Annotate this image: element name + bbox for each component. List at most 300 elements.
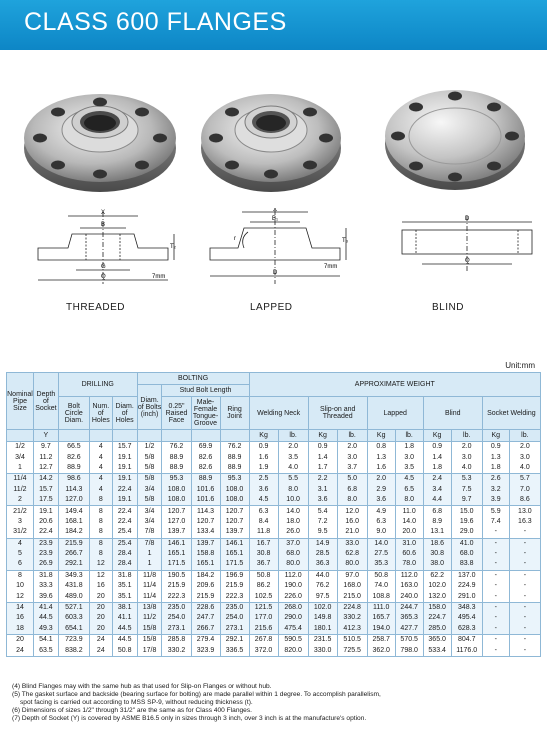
table-cell: 4.4 bbox=[423, 495, 451, 506]
table-cell: 292.1 bbox=[58, 559, 89, 570]
table-row bbox=[7, 645, 541, 656]
table-cell: - bbox=[509, 527, 540, 538]
table-cell: 114.3 bbox=[58, 485, 89, 495]
table-cell: 62.8 bbox=[337, 549, 367, 559]
table-cell: 0.9 bbox=[308, 442, 337, 453]
table-cell: 240.0 bbox=[395, 591, 423, 602]
table-cell: 7.0 bbox=[509, 485, 540, 495]
table-cell: 120.7 bbox=[191, 517, 220, 527]
table-row bbox=[7, 538, 541, 549]
table-cell: 1.4 bbox=[423, 452, 451, 462]
table-cell: 35.1 bbox=[112, 581, 137, 591]
table-row bbox=[7, 442, 541, 453]
table-cell: 12 bbox=[89, 559, 112, 570]
header-blank bbox=[137, 430, 162, 442]
table-cell: 7.2 bbox=[308, 517, 337, 527]
table-cell: 28.5 bbox=[308, 549, 337, 559]
table-cell: 120.7 bbox=[220, 506, 249, 517]
header-approx-weight: APPROXIMATE WEIGHT bbox=[249, 373, 540, 397]
table-cell: 95.3 bbox=[162, 474, 191, 485]
table-cell: 171.5 bbox=[162, 559, 191, 570]
table-row bbox=[7, 624, 541, 635]
table-cell: 11/4 bbox=[137, 591, 162, 602]
header-kg: Kg bbox=[249, 430, 278, 442]
table-cell: 15/8 bbox=[137, 635, 162, 646]
table-cell: 41.0 bbox=[451, 538, 482, 549]
header-drilling: DRILLING bbox=[58, 373, 137, 397]
title-banner bbox=[0, 0, 547, 50]
table-cell: 184.2 bbox=[191, 570, 220, 581]
dim-x: X bbox=[101, 210, 106, 216]
lapped-section-drawing bbox=[200, 208, 350, 288]
table-cell: 3.7 bbox=[337, 463, 367, 474]
table-cell: 11/8 bbox=[137, 570, 162, 581]
table-cell: 28.4 bbox=[112, 559, 137, 570]
table-cell: 15.7 bbox=[112, 442, 137, 453]
table-cell: 431.8 bbox=[58, 581, 89, 591]
table-cell: 29.0 bbox=[451, 527, 482, 538]
table-cell: - bbox=[509, 570, 540, 581]
table-cell: 22.4 bbox=[112, 485, 137, 495]
table-cell: - bbox=[482, 549, 509, 559]
table-cell: 330.2 bbox=[162, 645, 191, 656]
table-cell: 5.0 bbox=[337, 474, 367, 485]
table-cell: 2.2 bbox=[308, 474, 337, 485]
table-cell: 171.5 bbox=[220, 559, 249, 570]
table-cell: 6 bbox=[7, 559, 34, 570]
table-cell: 78.0 bbox=[395, 559, 423, 570]
dim-r: r bbox=[234, 236, 236, 242]
table-cell: 292.1 bbox=[220, 635, 249, 646]
footnote: (6) Dimensions of sizes 1/2" through 31/2" are the same as for Class 400 Flanges. bbox=[12, 707, 252, 714]
table-cell: 177.0 bbox=[249, 613, 278, 623]
table-cell: 68.0 bbox=[278, 549, 308, 559]
table-cell: 1 bbox=[137, 549, 162, 559]
header-bolting: BOLTING bbox=[137, 373, 249, 385]
table-cell: 603.3 bbox=[58, 613, 89, 623]
table-cell: - bbox=[482, 527, 509, 538]
table-cell: 62.2 bbox=[423, 570, 451, 581]
table-cell: 4 bbox=[89, 442, 112, 453]
table-cell: 1176.0 bbox=[451, 645, 482, 656]
dim-7mm: 7mm bbox=[152, 274, 166, 280]
table-cell: 88.9 bbox=[162, 452, 191, 462]
table-cell: 412.3 bbox=[337, 624, 367, 635]
table-cell: 36.3 bbox=[308, 559, 337, 570]
unit-label: Unit:mm bbox=[505, 361, 535, 370]
table-cell: 224.8 bbox=[337, 602, 367, 613]
table-cell: 97.5 bbox=[308, 591, 337, 602]
table-cell: 19.1 bbox=[112, 463, 137, 474]
table-cell: 8.0 bbox=[278, 485, 308, 495]
table-cell: 6.8 bbox=[423, 506, 451, 517]
header-male-female: Male-Female Tongue-Groove bbox=[191, 397, 220, 430]
table-cell: 3.0 bbox=[337, 452, 367, 462]
header-lb: lb. bbox=[509, 430, 540, 442]
table-cell: 5 bbox=[7, 549, 34, 559]
table-cell: 10.0 bbox=[278, 495, 308, 506]
table-row bbox=[7, 527, 541, 538]
table-cell: 3.0 bbox=[509, 452, 540, 462]
table-cell: 120.7 bbox=[162, 506, 191, 517]
table-cell: 2.9 bbox=[367, 485, 395, 495]
header-blank bbox=[162, 430, 191, 442]
table-cell: 20.0 bbox=[395, 527, 423, 538]
table-cell: 14.0 bbox=[278, 506, 308, 517]
table-cell: - bbox=[482, 635, 509, 646]
table-row bbox=[7, 506, 541, 517]
table-cell: 20 bbox=[89, 613, 112, 623]
blind-flange-photo bbox=[380, 70, 530, 200]
table-cell: 254.0 bbox=[220, 613, 249, 623]
lapped-flange-photo bbox=[196, 70, 346, 200]
table-cell: 22.4 bbox=[33, 527, 58, 538]
table-cell: 226.0 bbox=[278, 591, 308, 602]
header-stud-length: Stud Bolt Length bbox=[162, 385, 249, 397]
table-cell: 4 bbox=[89, 474, 112, 485]
dim-x: X bbox=[273, 208, 278, 213]
table-cell: 190.0 bbox=[278, 581, 308, 591]
table-cell: 330.2 bbox=[337, 613, 367, 623]
table-cell: 38.1 bbox=[112, 602, 137, 613]
table-cell: 0.9 bbox=[423, 442, 451, 453]
table-cell: 215.6 bbox=[249, 624, 278, 635]
table-cell: 3.6 bbox=[249, 485, 278, 495]
table-cell: 17.5 bbox=[33, 495, 58, 506]
header-lb: lb. bbox=[395, 430, 423, 442]
table-cell: 222.3 bbox=[162, 591, 191, 602]
footnote: (4) Blind Flanges may with the same hub as that used for Slip-on Flanges or without hub. bbox=[12, 683, 272, 690]
table-cell: 184.2 bbox=[58, 527, 89, 538]
table-cell: 215.9 bbox=[58, 538, 89, 549]
threaded-flange-photo bbox=[20, 70, 180, 200]
table-cell: 285.8 bbox=[162, 635, 191, 646]
header-kg: Kg bbox=[423, 430, 451, 442]
table-cell: 273.1 bbox=[220, 624, 249, 635]
table-cell: 102.0 bbox=[308, 602, 337, 613]
table-cell: 349.3 bbox=[58, 570, 89, 581]
table-cell: - bbox=[509, 591, 540, 602]
table-cell: 49.3 bbox=[33, 624, 58, 635]
table-cell: 44.5 bbox=[112, 635, 137, 646]
table-cell: - bbox=[482, 645, 509, 656]
dim-7mm: 7mm bbox=[324, 264, 338, 270]
table-cell: 15.0 bbox=[451, 506, 482, 517]
table-cell: - bbox=[509, 538, 540, 549]
table-cell: 13.0 bbox=[509, 506, 540, 517]
table-cell: 12.7 bbox=[33, 463, 58, 474]
table-body bbox=[7, 442, 541, 657]
table-cell: 88.9 bbox=[220, 463, 249, 474]
table-cell: 41.1 bbox=[112, 613, 137, 623]
table-cell: - bbox=[482, 570, 509, 581]
table-cell: 798.0 bbox=[395, 645, 423, 656]
table-row bbox=[7, 635, 541, 646]
table-cell: 8.4 bbox=[249, 517, 278, 527]
header-blank bbox=[89, 430, 112, 442]
table-cell: 6.3 bbox=[249, 506, 278, 517]
table-cell: 3.9 bbox=[482, 495, 509, 506]
table-cell: - bbox=[482, 538, 509, 549]
table-cell: 20.6 bbox=[33, 517, 58, 527]
footnote: (7) Depth of Socket (Y) is covered by ASME B16.5 only in sizes through 3 inch, over 3 inch is at the manufacture's option. bbox=[12, 715, 367, 722]
table-cell: 0.8 bbox=[367, 442, 395, 453]
table-cell: 139.7 bbox=[191, 538, 220, 549]
table-cell: 21.0 bbox=[337, 527, 367, 538]
table-cell: 5/8 bbox=[137, 452, 162, 462]
table-cell: - bbox=[482, 591, 509, 602]
table-cell: 23.9 bbox=[33, 549, 58, 559]
table-cell: 266.7 bbox=[58, 549, 89, 559]
table-cell: 60.6 bbox=[395, 549, 423, 559]
header-blank bbox=[112, 430, 137, 442]
table-cell: - bbox=[509, 581, 540, 591]
table-cell: 5/8 bbox=[137, 495, 162, 506]
table-cell: 527.1 bbox=[58, 602, 89, 613]
table-cell: - bbox=[482, 624, 509, 635]
table-cell: 83.8 bbox=[451, 559, 482, 570]
table-cell: 26.9 bbox=[33, 559, 58, 570]
table-cell: 5/8 bbox=[137, 474, 162, 485]
table-cell: - bbox=[509, 645, 540, 656]
table-cell: 12.0 bbox=[337, 506, 367, 517]
table-cell: 489.0 bbox=[58, 591, 89, 602]
table-cell: 838.2 bbox=[58, 645, 89, 656]
table-cell: 38.0 bbox=[423, 559, 451, 570]
table-cell: 268.0 bbox=[278, 602, 308, 613]
table-cell: - bbox=[509, 613, 540, 623]
table-row bbox=[7, 452, 541, 462]
table-cell: 120.7 bbox=[220, 517, 249, 527]
table-cell: 3.4 bbox=[423, 485, 451, 495]
table-cell: 22.4 bbox=[112, 517, 137, 527]
table-cell: 723.9 bbox=[58, 635, 89, 646]
header-socket: Socket Welding bbox=[482, 397, 540, 430]
table-cell: 1.7 bbox=[308, 463, 337, 474]
table-cell: 25.4 bbox=[112, 538, 137, 549]
table-cell: 114.3 bbox=[191, 506, 220, 517]
table-cell: 365.3 bbox=[395, 613, 423, 623]
table-cell: 0.9 bbox=[249, 442, 278, 453]
table-cell: 4.5 bbox=[395, 474, 423, 485]
table-cell: 725.5 bbox=[337, 645, 367, 656]
table-cell: 8 bbox=[89, 538, 112, 549]
table-cell: - bbox=[482, 602, 509, 613]
header-blank bbox=[58, 430, 89, 442]
table-cell: 820.0 bbox=[278, 645, 308, 656]
table-cell: 158.0 bbox=[423, 602, 451, 613]
table-cell: 80.0 bbox=[278, 559, 308, 570]
table-cell: 146.1 bbox=[162, 538, 191, 549]
table-row bbox=[7, 549, 541, 559]
table-cell: 98.6 bbox=[58, 474, 89, 485]
table-cell: 108.0 bbox=[162, 485, 191, 495]
table-cell: 132.0 bbox=[423, 591, 451, 602]
table-cell: 16 bbox=[7, 613, 34, 623]
table-cell: 35.3 bbox=[367, 559, 395, 570]
table-cell: 26.0 bbox=[278, 527, 308, 538]
flange-photos bbox=[0, 70, 547, 210]
table-cell: 290.0 bbox=[278, 613, 308, 623]
table-cell: 16.3 bbox=[509, 517, 540, 527]
table-cell: 30.8 bbox=[423, 549, 451, 559]
table-cell: 209.6 bbox=[191, 581, 220, 591]
table-cell: 6.3 bbox=[367, 517, 395, 527]
table-cell: 2.0 bbox=[367, 474, 395, 485]
table-cell: - bbox=[509, 602, 540, 613]
table-cell: - bbox=[509, 624, 540, 635]
table-cell: 14.0 bbox=[395, 517, 423, 527]
table-cell: 1.4 bbox=[308, 452, 337, 462]
table-row bbox=[7, 570, 541, 581]
table-cell: 14.0 bbox=[367, 538, 395, 549]
table-cell: 11.8 bbox=[249, 527, 278, 538]
table-cell: 1 bbox=[7, 463, 34, 474]
table-cell: 24 bbox=[89, 635, 112, 646]
table-cell: 3.1 bbox=[308, 485, 337, 495]
table-cell: 163.0 bbox=[395, 581, 423, 591]
table-cell: 19.1 bbox=[112, 452, 137, 462]
dim-t3: T₃ bbox=[342, 238, 349, 244]
table-row bbox=[7, 613, 541, 623]
table-cell: 2.4 bbox=[423, 474, 451, 485]
table-cell: 2.0 bbox=[451, 442, 482, 453]
table-cell: 19.6 bbox=[451, 517, 482, 527]
header-blank bbox=[7, 430, 34, 442]
header-diam-holes: Diam. of Holes bbox=[112, 397, 137, 430]
table-cell: 25.4 bbox=[112, 527, 137, 538]
table-cell: 15.7 bbox=[33, 485, 58, 495]
caption-threaded: THREADED bbox=[66, 302, 126, 313]
table-cell: 44.0 bbox=[308, 570, 337, 581]
table-cell: 590.5 bbox=[278, 635, 308, 646]
table-cell: 35.1 bbox=[112, 591, 137, 602]
header-lb: lb. bbox=[278, 430, 308, 442]
table-cell: 348.3 bbox=[451, 602, 482, 613]
table-cell: 50.8 bbox=[112, 645, 137, 656]
table-cell: - bbox=[509, 559, 540, 570]
table-cell: 108.0 bbox=[162, 495, 191, 506]
table-cell: 1/2 bbox=[137, 442, 162, 453]
table-cell: 9.7 bbox=[33, 442, 58, 453]
table-cell: 244.7 bbox=[395, 602, 423, 613]
table-cell: 108.8 bbox=[367, 591, 395, 602]
table-cell: 16.0 bbox=[337, 517, 367, 527]
dim-q: Q bbox=[465, 258, 470, 264]
table-cell: 330.0 bbox=[308, 645, 337, 656]
table-cell: 97.0 bbox=[337, 570, 367, 581]
table-cell: 8 bbox=[89, 527, 112, 538]
footnotes bbox=[12, 683, 537, 723]
table-cell: 8.0 bbox=[337, 495, 367, 506]
table-cell: - bbox=[509, 549, 540, 559]
table-cell: 365.0 bbox=[423, 635, 451, 646]
table-cell: 20 bbox=[7, 635, 34, 646]
table-cell: - bbox=[482, 613, 509, 623]
table-cell: 3.5 bbox=[278, 452, 308, 462]
table-cell: 82.6 bbox=[191, 463, 220, 474]
header-kg: Kg bbox=[308, 430, 337, 442]
table-cell: 8 bbox=[89, 517, 112, 527]
table-cell: 11/4 bbox=[137, 581, 162, 591]
table-cell: 2.0 bbox=[337, 442, 367, 453]
table-cell: 74.0 bbox=[367, 581, 395, 591]
table-cell: 9.5 bbox=[308, 527, 337, 538]
table-cell: 168.0 bbox=[337, 581, 367, 591]
table-cell: 18 bbox=[7, 624, 34, 635]
header-raised-face: 0.25" Raised Face bbox=[162, 397, 191, 430]
table-cell: 108.0 bbox=[220, 485, 249, 495]
table-cell: - bbox=[482, 581, 509, 591]
threaded-section-drawing bbox=[28, 208, 178, 288]
table-cell: 2.0 bbox=[509, 442, 540, 453]
table-cell: 235.0 bbox=[220, 602, 249, 613]
table-row bbox=[7, 581, 541, 591]
table-cell: 17/8 bbox=[137, 645, 162, 656]
table-cell: 5.3 bbox=[451, 474, 482, 485]
table-cell: 190.5 bbox=[162, 570, 191, 581]
table-cell: 14.2 bbox=[33, 474, 58, 485]
table-cell: 3/4 bbox=[137, 506, 162, 517]
table-cell: 196.9 bbox=[220, 570, 249, 581]
table-cell: 1/2 bbox=[7, 442, 34, 453]
header-blank bbox=[191, 430, 220, 442]
table-cell: 127.0 bbox=[162, 517, 191, 527]
table-cell: 22.4 bbox=[112, 506, 137, 517]
table-cell: 20 bbox=[89, 602, 112, 613]
table-cell: 108.0 bbox=[220, 495, 249, 506]
table-cell: 82.6 bbox=[191, 452, 220, 462]
table-cell: 2.6 bbox=[482, 474, 509, 485]
table-cell: 8.6 bbox=[509, 495, 540, 506]
table-cell: 6.8 bbox=[337, 485, 367, 495]
header-lb: lb. bbox=[337, 430, 367, 442]
header-lapped: Lapped bbox=[367, 397, 423, 430]
footnote: spot facing is carried out according to MSS SP-9, without reducing thickness (t). bbox=[20, 699, 253, 706]
table-cell: 224.7 bbox=[423, 613, 451, 623]
table-cell: 3/4 bbox=[137, 485, 162, 495]
table-cell: 323.9 bbox=[191, 645, 220, 656]
table-cell: 137.0 bbox=[451, 570, 482, 581]
table-cell: 6.5 bbox=[395, 485, 423, 495]
table-cell: 0.9 bbox=[482, 442, 509, 453]
header-num-holes: Num. of Holes bbox=[89, 397, 112, 430]
table-cell: 495.4 bbox=[451, 613, 482, 623]
table-cell: 7.4 bbox=[482, 517, 509, 527]
table-cell: 63.5 bbox=[33, 645, 58, 656]
table-cell: 7/8 bbox=[137, 527, 162, 538]
header-blank bbox=[220, 430, 249, 442]
table-cell: 291.0 bbox=[451, 591, 482, 602]
table-cell: 165.1 bbox=[162, 549, 191, 559]
table-cell: 10 bbox=[7, 581, 34, 591]
table-cell: 1.8 bbox=[395, 442, 423, 453]
table-cell: 235.0 bbox=[162, 602, 191, 613]
table-cell: 11/4 bbox=[7, 474, 34, 485]
table-cell: 1 bbox=[137, 559, 162, 570]
footnote: (5) The gasket surface and backside (bearing surface for bolting) are made parallel within 1 degree. To accomplish parallelism, bbox=[12, 691, 381, 698]
table-cell: 3.0 bbox=[395, 452, 423, 462]
table-cell: 133.4 bbox=[191, 527, 220, 538]
table-cell: 50.8 bbox=[367, 570, 395, 581]
dim-b1: B₁ bbox=[272, 216, 279, 222]
table-cell: 39.6 bbox=[33, 591, 58, 602]
table-cell: 1.6 bbox=[367, 463, 395, 474]
table-cell: 80.0 bbox=[337, 559, 367, 570]
table-cell: 2.0 bbox=[278, 442, 308, 453]
header-blind: Blind bbox=[423, 397, 482, 430]
table-row bbox=[7, 495, 541, 506]
